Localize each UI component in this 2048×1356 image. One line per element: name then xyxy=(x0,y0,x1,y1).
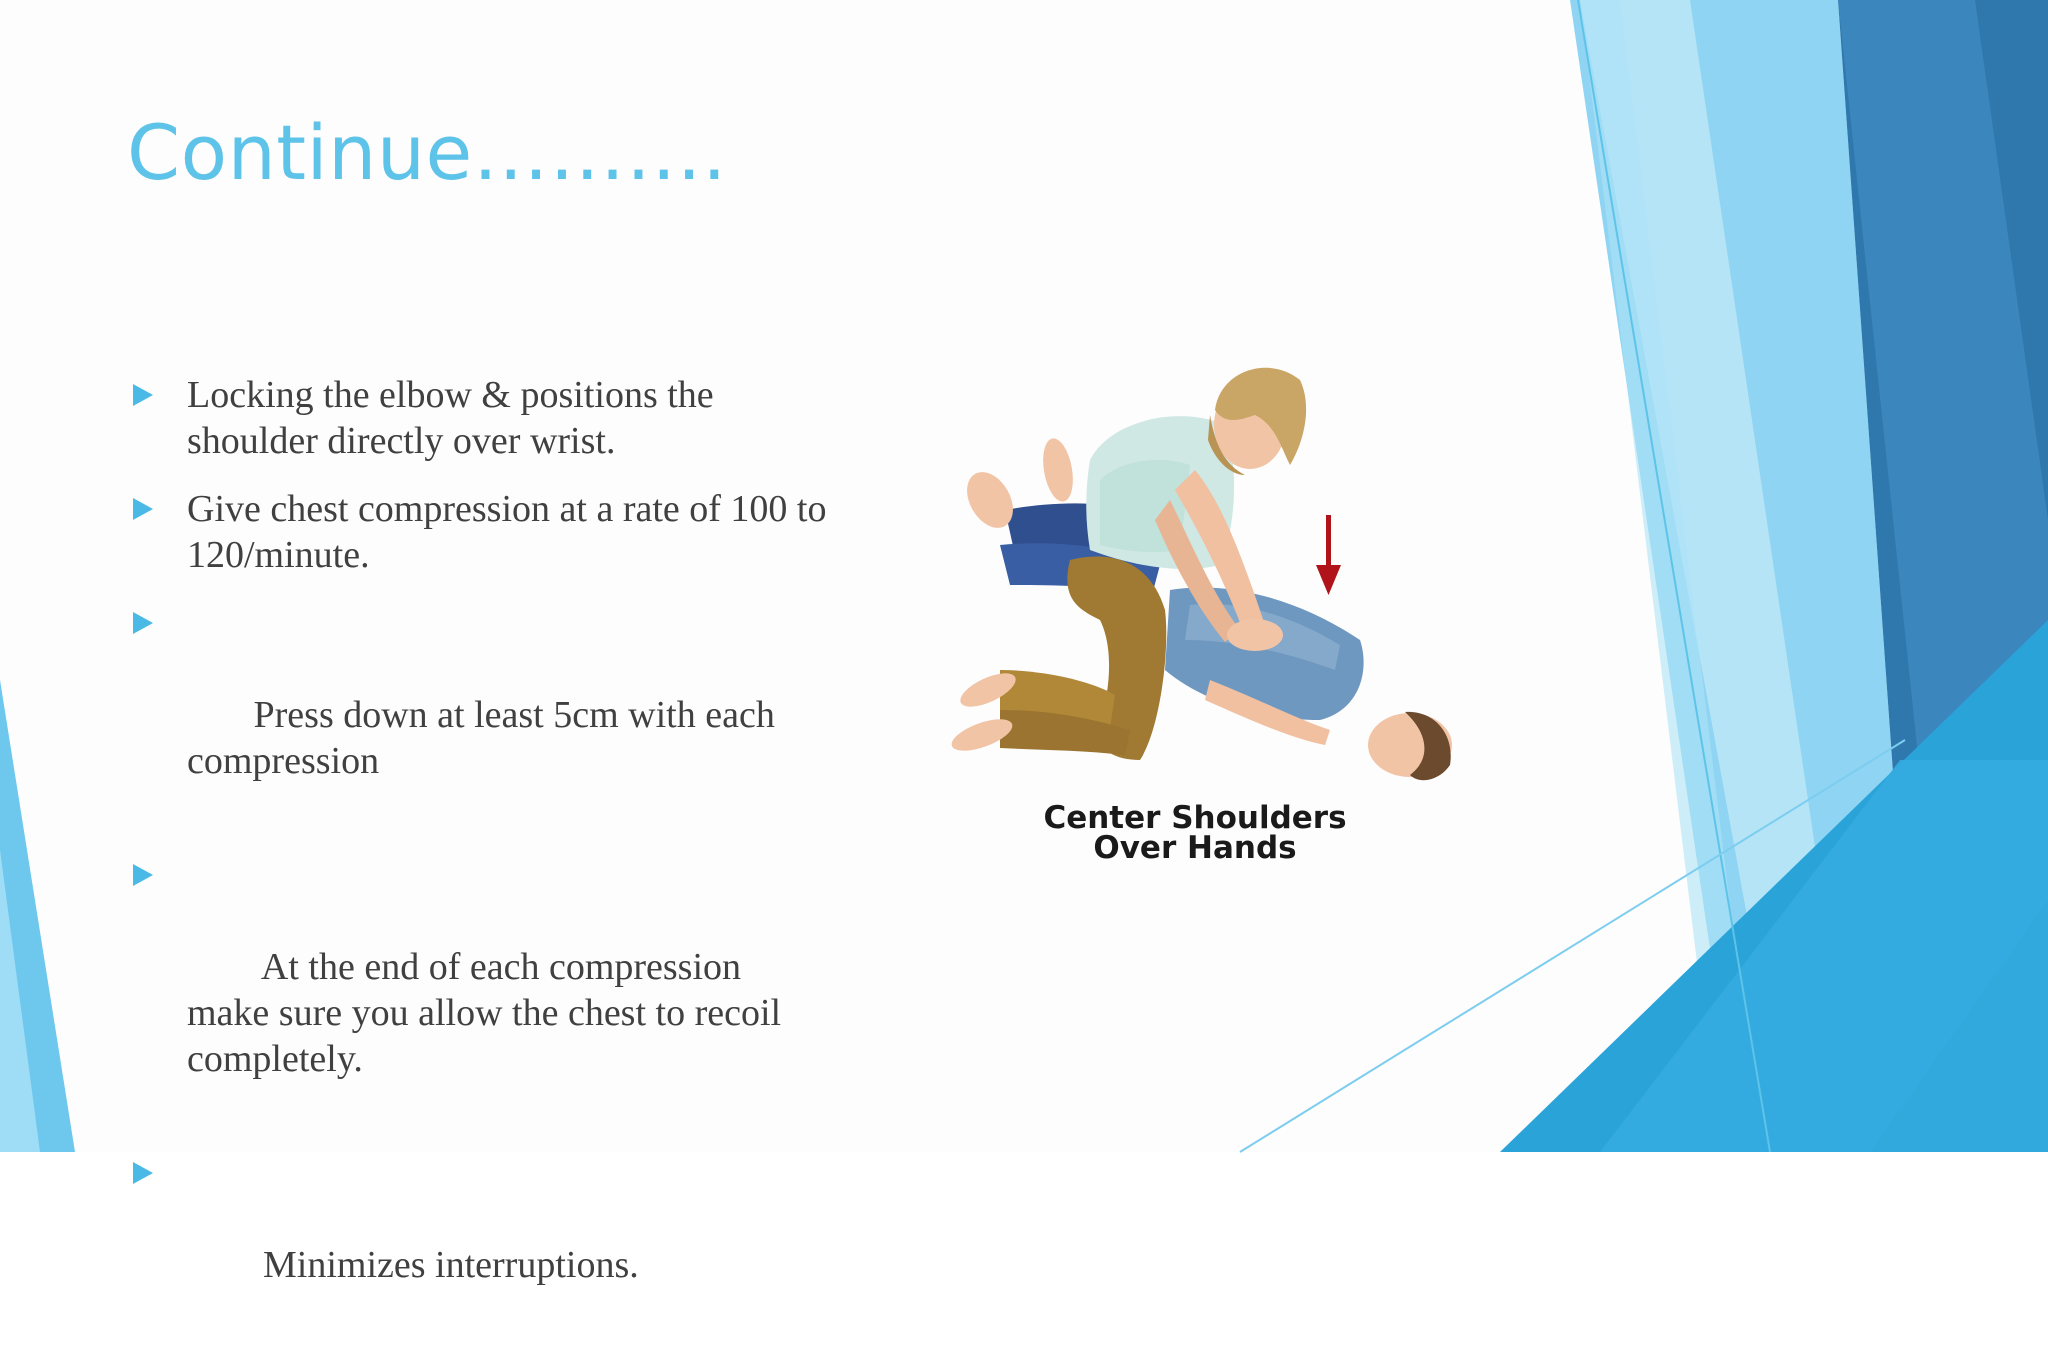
bullet-item xyxy=(130,1150,830,1334)
image-caption xyxy=(970,800,1420,866)
bullet-item xyxy=(130,600,830,830)
bullet-item xyxy=(130,486,830,578)
triangle-arrow-icon xyxy=(133,498,153,520)
bullet-text: Press down at least 5cm with each compression xyxy=(187,694,785,782)
triangle-arrow-icon xyxy=(133,612,153,634)
bullet-item xyxy=(130,372,830,464)
triangle-arrow-icon xyxy=(133,864,153,886)
cpr-illustration xyxy=(940,350,1480,870)
bullet-text: Give chest compression at a rate of 100 to 120/minute. xyxy=(187,488,827,576)
bullet-text: At the end of each compression make sure you allow the chest to recoil completely. xyxy=(187,946,791,1080)
bullet-text: Locking the elbow & positions the shoulder directly over wrist. xyxy=(187,374,714,462)
slide-title: Continue………. xyxy=(127,108,727,197)
bullet-list xyxy=(130,372,830,1356)
triangle-arrow-icon xyxy=(133,384,153,406)
bullet-text: Minimizes interruptions. xyxy=(244,1244,639,1286)
caption-line-2: Over Hands xyxy=(1093,830,1297,866)
triangle-arrow-icon xyxy=(133,1162,153,1184)
bullet-item xyxy=(130,852,830,1128)
caption-line-1: Center Shoulders xyxy=(1043,800,1347,836)
